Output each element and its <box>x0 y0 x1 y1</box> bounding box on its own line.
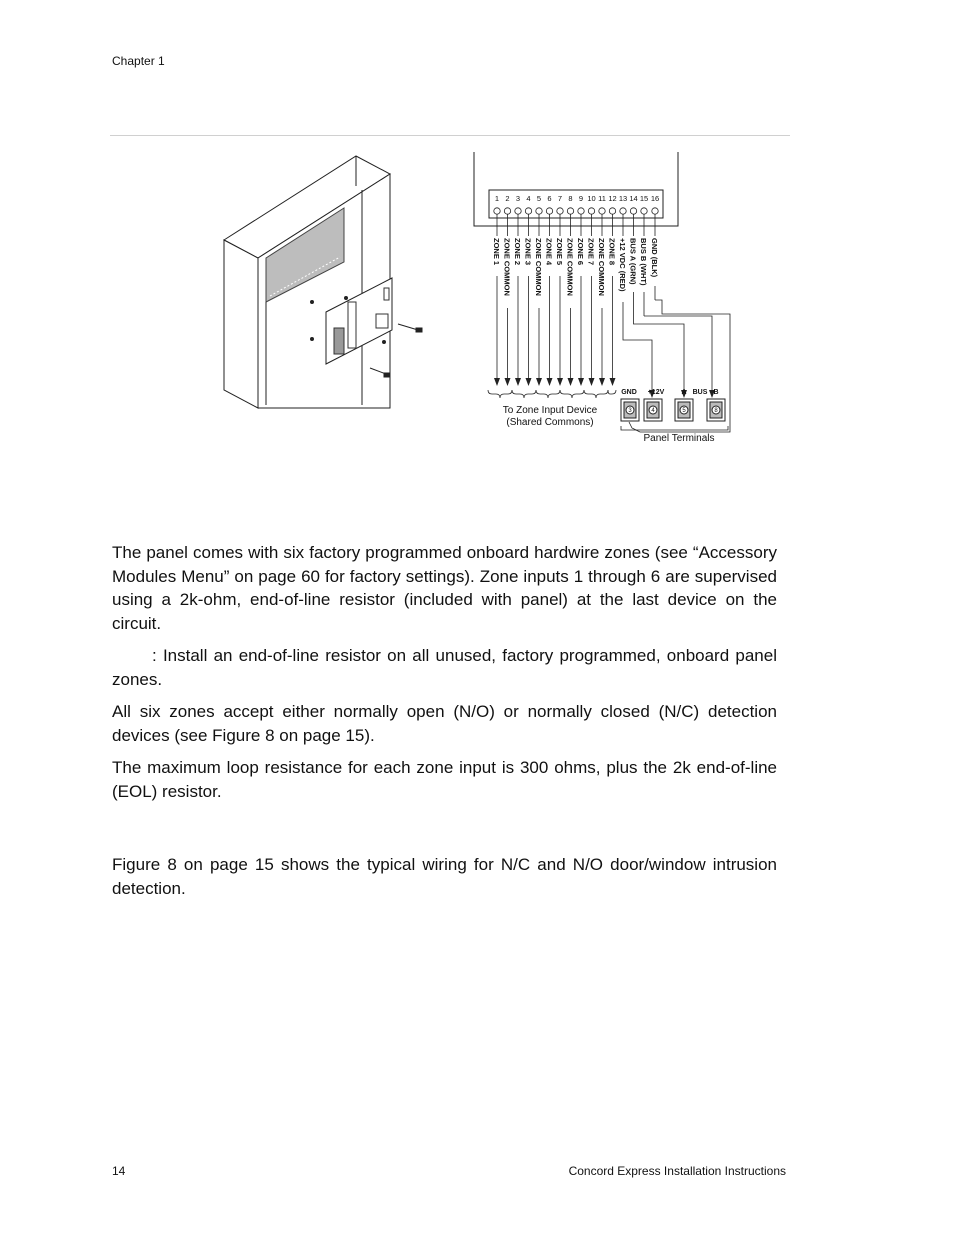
page-number: 14 <box>112 1164 126 1178</box>
body-paragraph-zones: The panel comes with six factory programmed onboard hardwire zones (see “Accessory Modules Menu” on page 60 for factory settings). Zone inputs 1 through 6 are supervised using a 2k-ohm, end-of-line resistor (included with panel) at the last device on the circuit. <box>112 543 777 633</box>
wiring-figure <box>0 0 954 460</box>
wire-label: BUS B (WHT) <box>639 238 648 286</box>
zone-arrowheads <box>494 378 616 386</box>
terminal-number: 14 <box>629 194 638 203</box>
zone-brace <box>488 390 616 398</box>
wire-label: ZONE 1 <box>492 238 501 266</box>
gnd-label: GND <box>621 389 637 396</box>
wire-label: ZONE 7 <box>586 238 596 266</box>
panel-terminal-number: 4 <box>651 408 655 414</box>
wire-label: BUS A (GRN) <box>628 238 638 285</box>
wire-label: ZONE 5 <box>555 238 564 266</box>
terminal-number: 2 <box>505 194 510 203</box>
v12-label: +12V <box>647 389 665 396</box>
panel-terminal-number: 8 <box>714 408 718 414</box>
wire-label: ZONE 8 <box>607 238 617 266</box>
chapter-header: Chapter 1 <box>112 54 165 68</box>
wire-label: ZONE COMMON <box>502 238 512 296</box>
body-paragraph-resistance: The maximum loop resistance for each zone input is 300 ohms, plus the 2k end-of-line (EOL) resistor. <box>112 758 777 801</box>
bus-label: BUS <box>692 389 708 396</box>
terminal-number: 7 <box>557 194 563 203</box>
b-label: B <box>713 389 719 396</box>
wire-label: ZONE COMMON <box>565 238 575 296</box>
zone-device-label-line1: To Zone Input Device <box>502 405 598 416</box>
terminal-number: 10 <box>587 194 596 203</box>
panel-terminal-number: 3 <box>628 408 632 414</box>
wire-label: ZONE 3 <box>523 238 533 266</box>
terminal-number: 5 <box>536 194 542 203</box>
terminal-number: 1 <box>494 194 500 203</box>
panel-terminal-labels <box>621 389 718 396</box>
wire-label: GND (BLK) <box>650 238 659 278</box>
terminal-number: 13 <box>618 194 628 203</box>
wire-label: ZONE 6 <box>576 238 585 266</box>
terminal-number: 11 <box>598 194 606 203</box>
body-paragraph-detection: All six zones accept either normally open (N/O) or normally closed (N/C) detection devices (see Figure 8 on page 15). <box>112 702 777 745</box>
terminal-number: 12 <box>608 194 617 203</box>
wire-label: +12 VDC (RED) <box>618 238 627 292</box>
panel-terminal-number: 5 <box>682 408 686 414</box>
wire-label: ZONE COMMON <box>534 238 543 296</box>
panel-terminal-numbers <box>628 408 718 414</box>
terminal-number: 4 <box>526 194 531 203</box>
panel-enclosure-drawing <box>224 156 422 408</box>
terminal-block <box>474 152 678 226</box>
panel-terminals-brace <box>621 426 728 430</box>
note-paragraph-eol: : Install an end-of-line resistor on all unused, factory programmed, onboard panel zones. <box>112 646 777 689</box>
panel-terminal-blocks <box>621 399 725 421</box>
document-title: Concord Express Installation Instructions <box>568 1164 786 1178</box>
wire-label: ZONE COMMON <box>597 238 606 296</box>
zone-device-label-line2: (Shared Commons) <box>506 417 594 428</box>
wire-label: ZONE 4 <box>544 238 554 266</box>
terminal-number: 6 <box>547 194 552 203</box>
terminal-number: 3 <box>515 194 521 203</box>
terminal-number: 16 <box>650 194 660 203</box>
wire-labels <box>492 236 659 308</box>
terminal-number: 15 <box>639 194 649 203</box>
terminal-number: 8 <box>568 194 573 203</box>
body-paragraph-wiring: Figure 8 on page 15 shows the typical wiring for N/C and N/O door/window intrusion detection. <box>112 855 777 898</box>
a-label: A <box>681 389 687 396</box>
terminal-number: 9 <box>578 194 584 203</box>
wire-label: ZONE 2 <box>513 238 522 266</box>
panel-terminals-caption: Panel Terminals <box>643 433 715 444</box>
